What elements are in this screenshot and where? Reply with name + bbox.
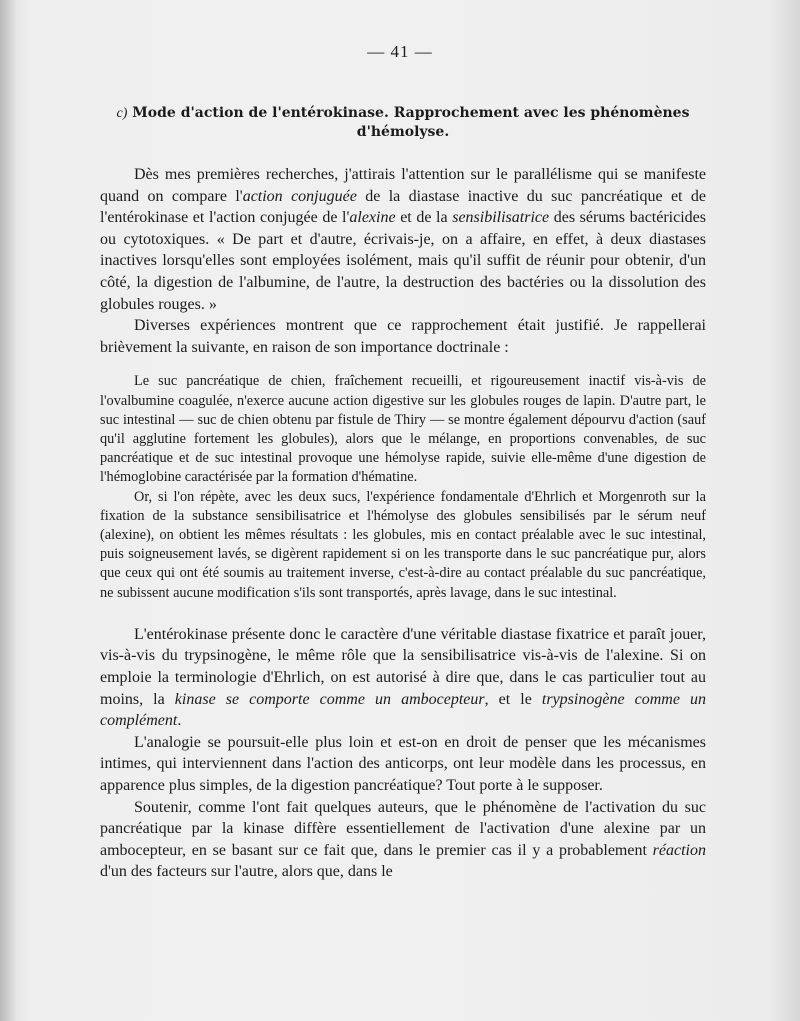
paragraph-1-text-c: et de la [395,209,453,227]
section-title-text: Mode d'action de l'entérokinase. Rapprochement avec les phénomènes d'hémolyse. [132,105,690,140]
paragraph-5-text-a: L'entérokinase présente donc le caractère d'une véritable diastase fixatrice et paraît jouer, vis-à-vis du trypsinogène, le même rôle que la sensibilisatrice vis-à-vis de l'alexine. Si on emploie la terminologie d'Ehrlich, on est autorisé à dire que, dans le cas particulier tout au moins, la [100,625,706,708]
spacer [100,358,706,372]
paragraph-1-italic-b: alexine [349,209,396,227]
section-title [100,104,706,142]
paragraph-6: L'analogie se poursuit-elle plus loin et est-on en droit de penser que les mécanismes intimes, qui interviennent dans l'action des anticorps, ont leur modèle dans les processus, en apparence plus simples, de la digestion pancréatique? Tout porte à le supposer. [100,733,706,794]
paragraph-7-text-a: Soutenir, comme l'ont fait quelques auteurs, que le phénomène de l'activation du suc pancréatique par la kinase diffère essentiellement de l'activation d'une alexine par un ambocepteur, en se basant sur ce fait que, dans le premier cas il y a probablement [100,798,706,859]
paragraph-5-text-b: , et le [484,690,542,708]
paragraph-1-italic-c: sensibilisatrice [452,209,550,227]
text-column [100,104,706,883]
page-number: — 41 — [367,42,433,61]
paragraph-4: Or, si l'on répète, avec les deux sucs, l'expérience fondamentale d'Ehrlich et Morgenroth sur la fixation de la substance sensibilisatrice et l'hémolyse des globules sensibilisés par le sérum neuf (alexine), on obtient les mêmes résultats : les globules, mis en contact préalable avec le suc intestinal, puis soigneusement lavés, se digèrent rapidement si on les transporte dans le suc pancréatique pur, alors que ceux qui ont été soumis au traitement inverse, c'est-à-dire au contact préalable du suc pancréatique, ne subissent aucune modification s'ils sont transportés, après lavage, dans le suc intestinal. [100,488,706,601]
binding-shadow [0,0,16,1021]
section-label: c) [116,106,128,121]
paragraph-2: Diverses expériences montrent que ce rapprochement était justifié. Je rappellerai brièvement la suivante, en raison de son importance doctrinale : [100,317,706,356]
paragraph-7 [100,797,706,883]
paragraph-1-text-b: de la diastase inactive du suc pancréatique et de l'entérokinase et l'action conjugée de l' [100,187,706,227]
paragraph-1-italic-a: action conjuguée [242,187,357,205]
paragraph-7-text-b: d'un des facteurs sur l'autre, alors que, dans le [100,863,393,881]
paragraph-3: Le suc pancréatique de chien, fraîchement recueilli, et rigoureusement inactif vis-à-vis de l'ovalbumine coagulée, n'exerce aucune action digestive sur les globules rouges de lapin. D'autre part, le suc intestinal — suc de chien obtenu par fistule de Thiry — se montre également dépourvu d'action (sauf qu'il agglutine fortement les globules), alors que le mélange, en proportions convenables, de suc pancréatique et de suc intestinal provoque une hémolyse rapide, suivie elle-même d'une digestion de l'hémoglobine caractérisée par la formation d'hématine. [100,373,706,486]
paragraph-5-text-c: . [177,712,182,730]
paragraph-1 [100,164,706,315]
spacer [100,603,706,624]
paragraph-1-text-a: Dès mes premières recherches, j'attirais l'attention sur le parallélisme qui se manifeste quand on compare l' [100,166,706,205]
paragraph-5-italic-a: kinase se comporte comme un ambocepteur [174,690,485,708]
paragraph-5-italic-b: trypsinogène comme un complément [100,690,706,730]
paragraph-5 [100,624,706,732]
paragraph-1-text-d: des sérums bactéricides ou cytotoxiques. « De part et d'autre, écrivais-je, on a affaire, en effet, à deux diastases inactives lorsqu'elles sont employées isolément, mais qu'il suffit de réunir pour obtenir, d'un côté, la digestion de l'albumine, de l'autre, la destruction des bactéries ou la dissolution des globules rouges. » [100,209,706,313]
paragraph-7-italic-a: réaction [652,841,706,859]
